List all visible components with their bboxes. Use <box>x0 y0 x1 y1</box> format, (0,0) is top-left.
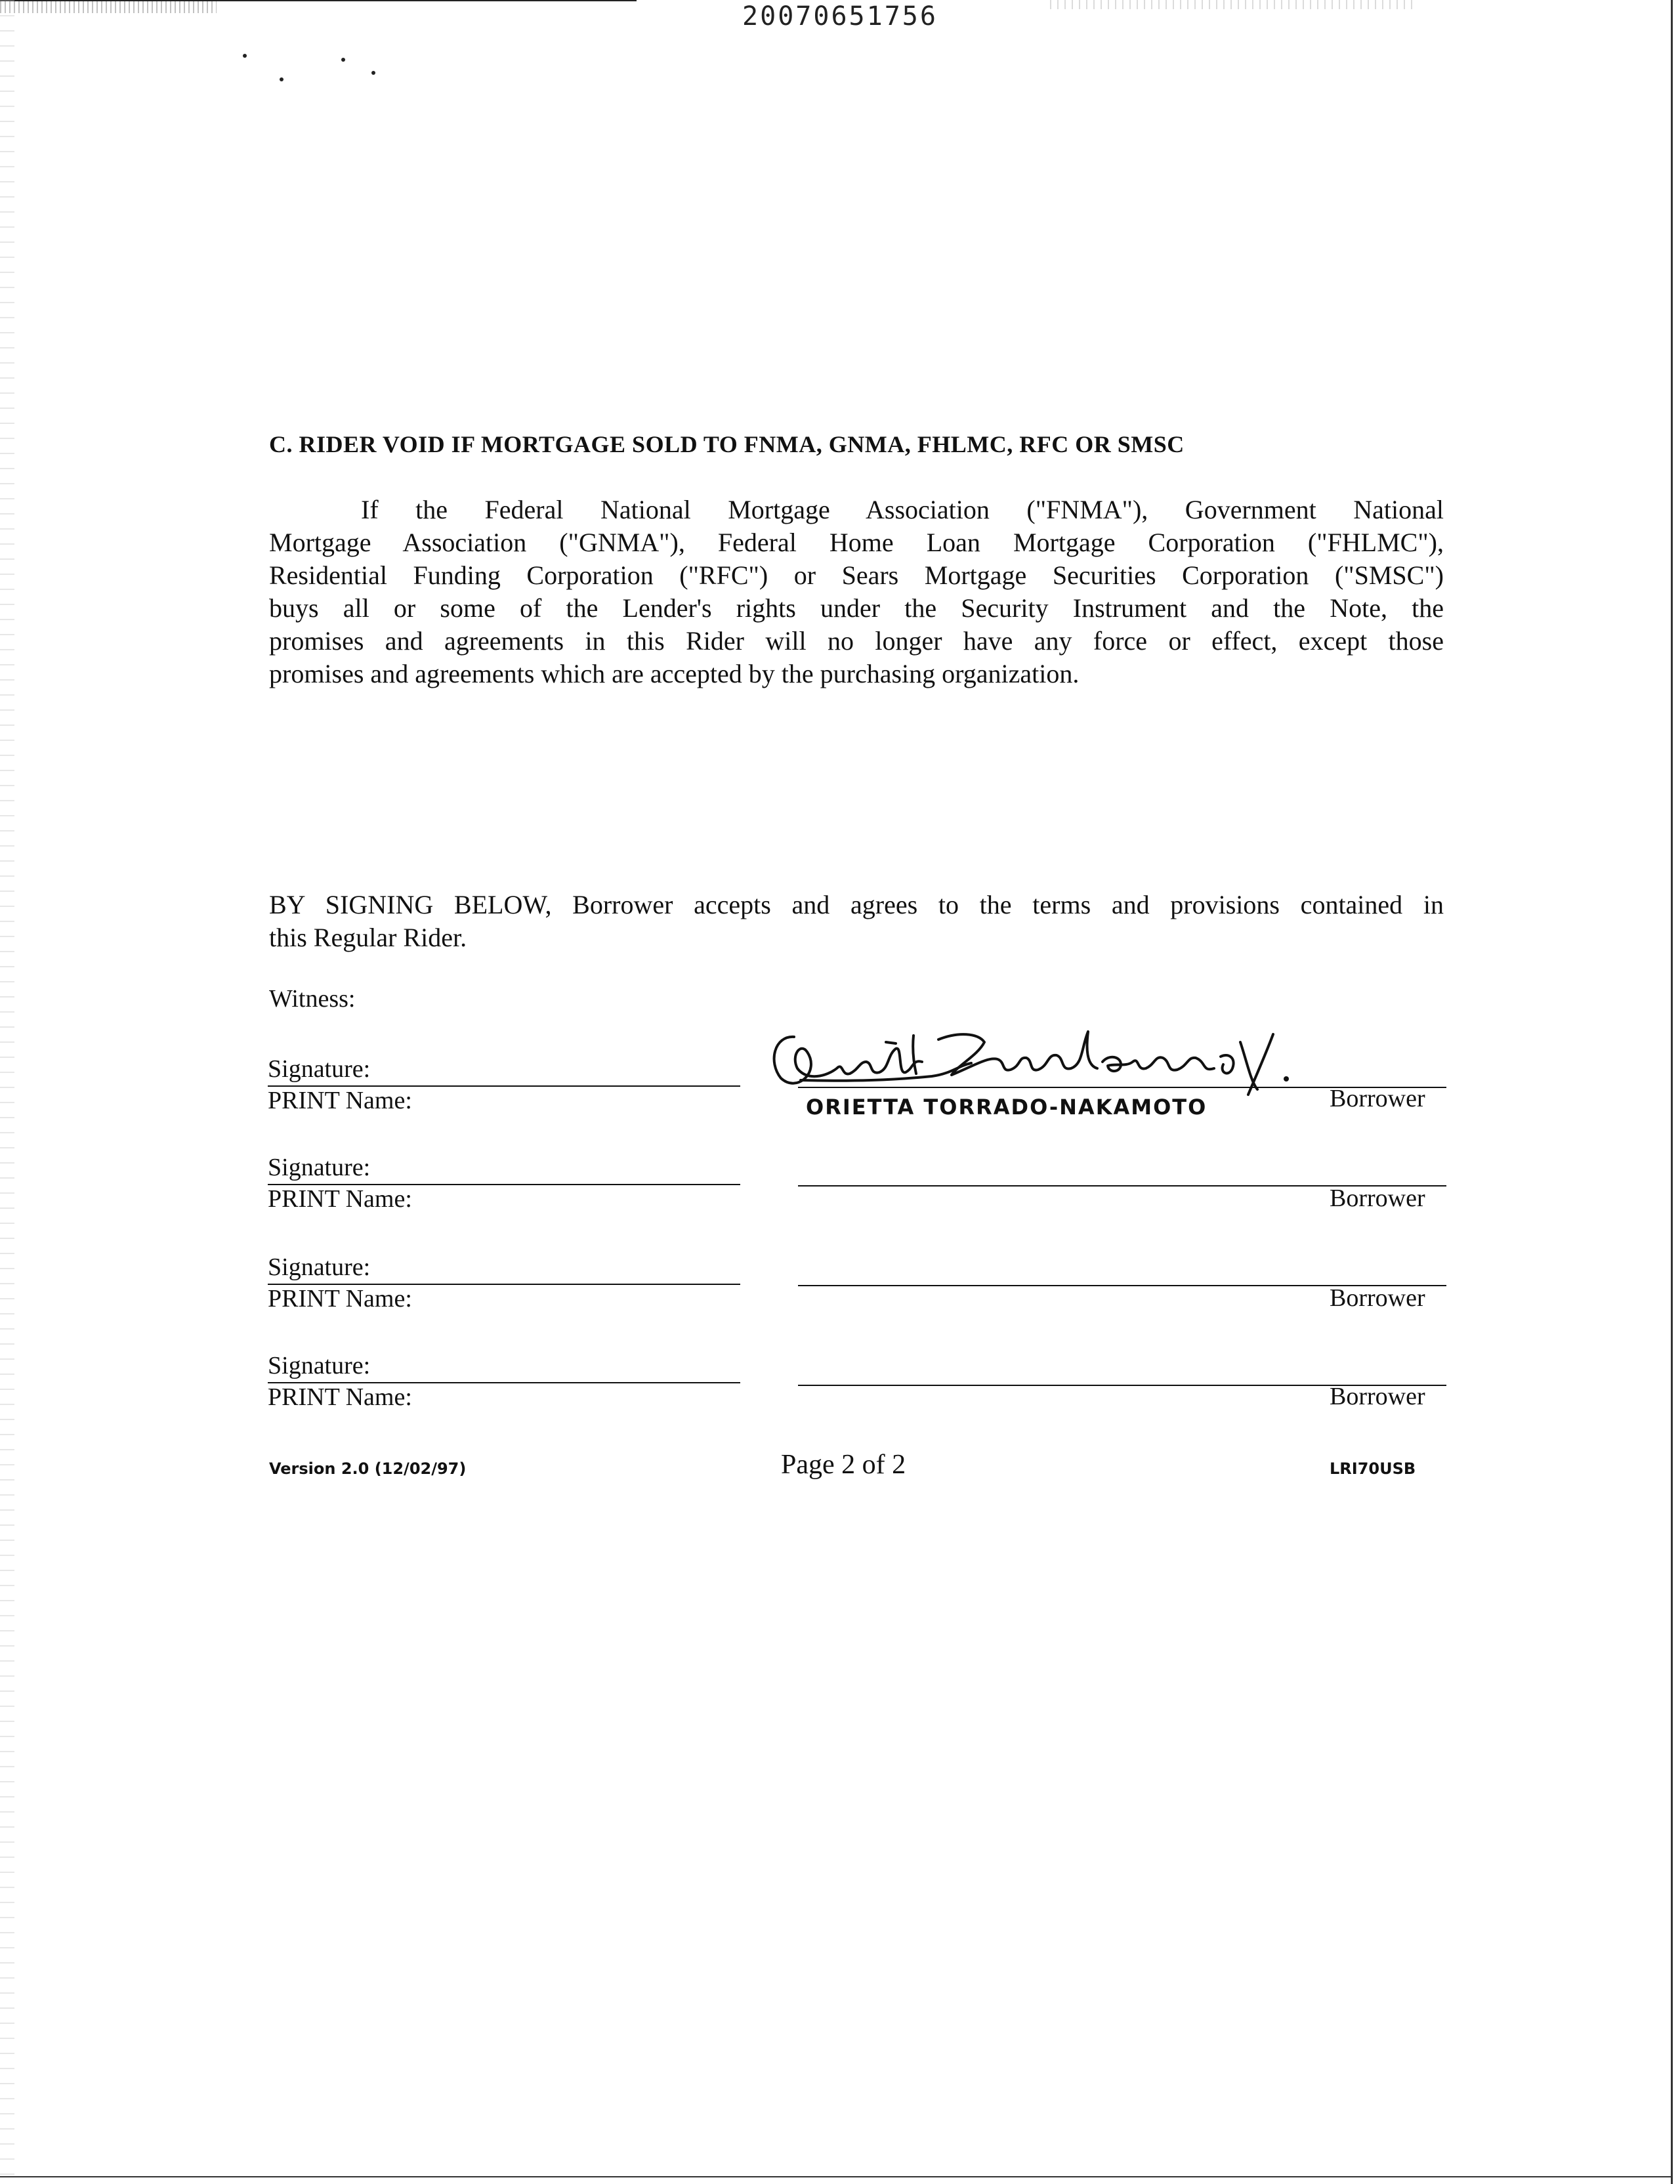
witness-print-name-label: PRINT Name: <box>268 1185 412 1213</box>
scan-speck <box>243 54 247 58</box>
borrower-signature <box>761 1016 1312 1101</box>
paragraph-line: this Regular Rider. <box>269 923 467 952</box>
page-edge <box>1671 0 1673 2184</box>
borrower-printed-name: ORIETTA TORRADO-NAKAMOTO <box>806 1095 1208 1120</box>
witness-signature-label: Signature: <box>268 1253 371 1281</box>
form-code: LRI70USB <box>1330 1460 1416 1478</box>
section-heading: C. RIDER VOID IF MORTGAGE SOLD TO FNMA, GNMA, FHLMC, RFC OR SMSC <box>269 431 1185 457</box>
witness-signature-label: Signature: <box>268 1352 371 1379</box>
witness-signature-label: Signature: <box>268 1055 371 1083</box>
paragraph-line: If the Federal National Mortgage Association ("FNMA"), Government National <box>361 495 1444 524</box>
paragraph-line: BY SIGNING BELOW, Borrower accepts and agrees to the terms and provisions contained in <box>269 890 1444 919</box>
paragraph-line: Mortgage Association ("GNMA"), Federal Home Loan Mortgage Corporation ("FHLMC"), <box>269 528 1444 557</box>
scan-speck <box>341 58 345 62</box>
page-edge <box>0 2176 1672 2177</box>
witness-signature-label: Signature: <box>268 1154 371 1181</box>
paragraph-line: promises and agreements in this Rider will no longer have any force or effect, except those <box>269 626 1444 656</box>
scan-artifact <box>0 0 14 2184</box>
borrower-label: Borrower <box>1330 1284 1425 1312</box>
borrower-label: Borrower <box>1330 1085 1425 1112</box>
section-c-paragraph <box>269 494 1444 690</box>
scan-speck <box>280 77 284 81</box>
borrower-label: Borrower <box>1330 1185 1425 1212</box>
page-number: Page 2 of 2 <box>781 1450 906 1480</box>
witness-print-name-label: PRINT Name: <box>268 1383 412 1411</box>
paragraph-line: buys all or some of the Lender's rights under the Security Instrument and the Note, the <box>269 593 1444 623</box>
witness-print-name-label: PRINT Name: <box>268 1285 412 1312</box>
witness-label: Witness: <box>269 985 356 1013</box>
acceptance-paragraph <box>269 889 1444 954</box>
witness-print-name-label: PRINT Name: <box>268 1087 412 1114</box>
form-version: Version 2.0 (12/02/97) <box>269 1460 467 1478</box>
scan-speck <box>371 71 375 75</box>
paragraph-line: Residential Funding Corporation ("RFC") or Sears Mortgage Securities Corporation ("SMSC") <box>269 560 1444 590</box>
paragraph-line: promises and agreements which are accepted by the purchasing organization. <box>269 659 1080 688</box>
borrower-label: Borrower <box>1330 1383 1425 1410</box>
document-number: 20070651756 <box>742 1 938 32</box>
